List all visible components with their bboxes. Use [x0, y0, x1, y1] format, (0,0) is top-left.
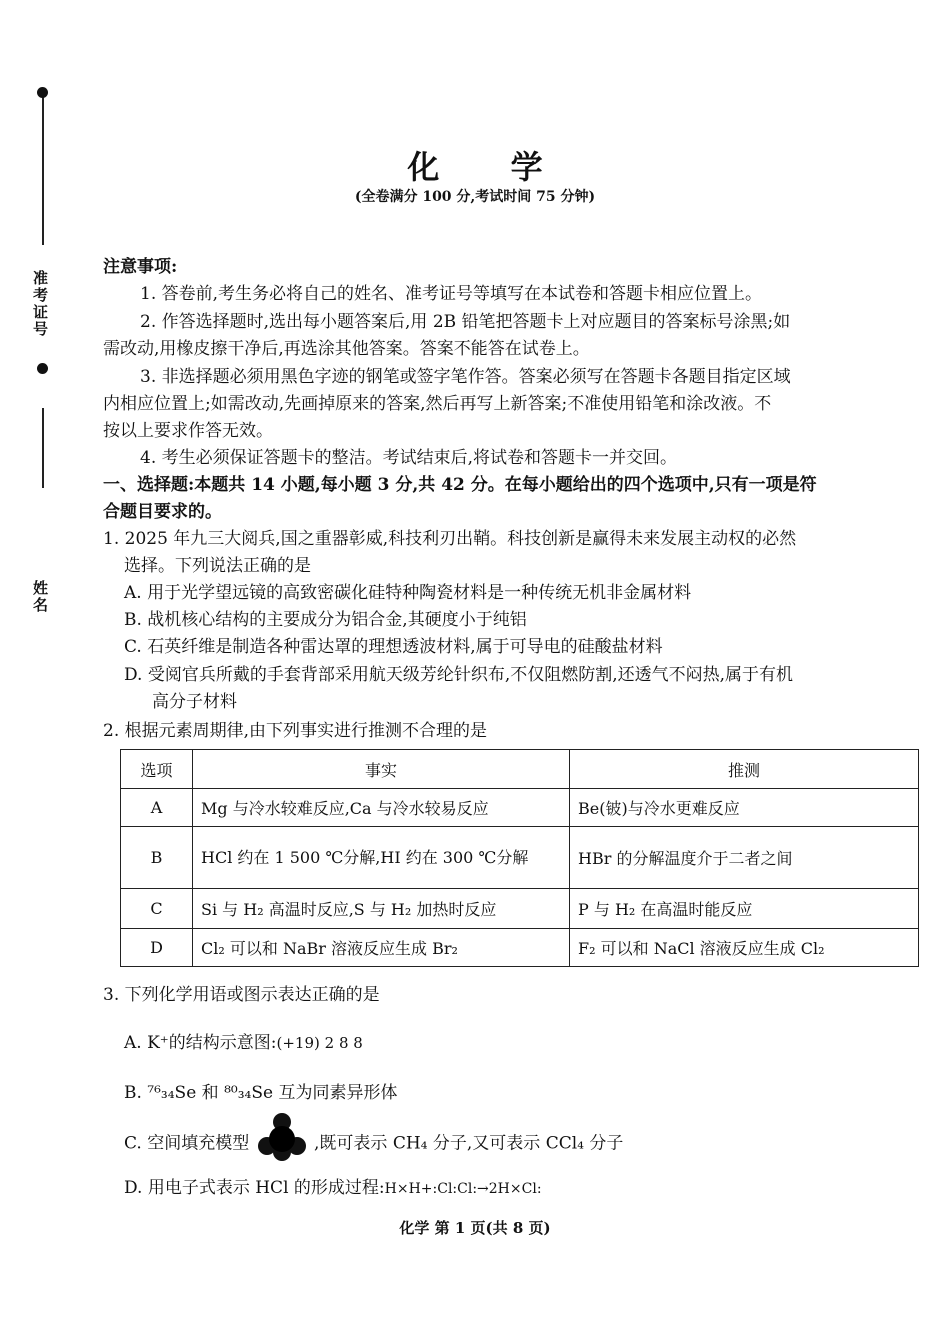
table-header: 选项	[121, 750, 193, 789]
table-cell-fact: Si 与 H₂ 高温时反应,S 与 H₂ 加热时反应	[193, 889, 570, 929]
table-cell-guess: P 与 H₂ 在高温时能反应	[570, 889, 919, 929]
section-heading: 一、选择题:本题共 14 小题,每小题 3 分,共 42 分。在每小题给出的四个选项中,只有一项是符	[103, 475, 817, 495]
q1-option-d-cont: 高分子材料	[152, 692, 237, 712]
page-footer: 化学 第 1 页(共 8 页)	[399, 1219, 551, 1237]
q2-table	[120, 749, 919, 967]
hcl-electron-formula: H×H+:Cl:Cl:→2H×Cl:	[384, 1181, 542, 1197]
section-heading-cont: 合题目要求的。	[103, 502, 222, 522]
table-row	[121, 929, 919, 967]
q3-option-c-text-cont: ,既可表示 CH₄ 分子,又可表示 CCl₄ 分子	[314, 1133, 624, 1154]
notice-line: 需改动,用橡皮擦干净后,再选涂其他答案。答案不能答在试卷上。	[103, 339, 590, 359]
q1-option-c: C. 石英纤维是制造各种雷达罩的理想透波材料,属于可导电的硅酸盐材料	[124, 637, 663, 657]
k-ion-structure-diagram: (+19) 2 8 8	[276, 1034, 363, 1052]
binding-line-middle	[42, 408, 44, 488]
table-cell-fact: Mg 与冷水较难反应,Ca 与冷水较易反应	[193, 789, 570, 827]
table-row	[121, 827, 919, 889]
notice-line: 2. 作答选择题时,选出每小题答案后,用 2B 铅笔把答题卡上对应题目的答案标号涂黑;如	[140, 312, 791, 332]
notice-line: 1. 答卷前,考生务必将自己的姓名、准考证号等填写在本试卷和答题卡相应位置上。	[140, 284, 763, 304]
binding-dot-top	[37, 87, 48, 98]
table-cell-guess: HBr 的分解温度介于二者之间	[570, 827, 919, 889]
table-row	[121, 789, 919, 827]
notice-line: 4. 考生必须保证答题卡的整洁。考试结束后,将试卷和答题卡一并交回。	[140, 448, 678, 468]
q1-option-a: A. 用于光学望远镜的高致密碳化硅特种陶瓷材料是一种传统无机非金属材料	[124, 583, 692, 603]
q1-option-b: B. 战机核心结构的主要成分为铝合金,其硬度小于纯铝	[124, 610, 527, 630]
table-header: 事实	[193, 750, 570, 789]
page-title: 化 学	[407, 148, 573, 186]
exam-subtitle: (全卷满分 100 分,考试时间 75 分钟)	[354, 189, 596, 205]
name-label: 姓名	[31, 580, 49, 614]
table-header: 推测	[570, 750, 919, 789]
table-cell-option: C	[121, 889, 193, 929]
space-filling-model-icon	[257, 1112, 307, 1162]
q3-stem: 3. 下列化学用语或图示表达正确的是	[103, 985, 380, 1005]
q3-option-d	[124, 1175, 542, 1202]
table-cell-option: A	[121, 789, 193, 827]
q2-stem: 2. 根据元素周期律,由下列事实进行推测不合理的是	[103, 721, 488, 741]
notice-line: 3. 非选择题必须用黑色字迹的钢笔或签字笔作答。答案必须写在答题卡各题目指定区域	[140, 367, 791, 387]
notice-line: 内相应位置上;如需改动,先画掉原来的答案,然后再写上新答案;不准使用铅笔和涂改液。不	[103, 394, 772, 414]
notice-heading: 注意事项:	[103, 257, 178, 277]
table-cell-guess: Be(铍)与冷水更难反应	[570, 789, 919, 827]
table-cell-option: D	[121, 929, 193, 967]
table-cell-fact: HCl 约在 1 500 ℃分解,HI 约在 300 ℃分解	[193, 827, 570, 889]
table-header-row	[121, 750, 919, 789]
q3-option-b: B. ⁷⁶₃₄Se 和 ⁸⁰₃₄Se 互为同素异形体	[124, 1083, 398, 1103]
q1-option-d: D. 受阅官兵所戴的手套背部采用航天级芳纶针织布,不仅阻燃防割,还透气不闷热,属于有机	[124, 665, 794, 685]
q1-stem: 1. 2025 年九三大阅兵,国之重器彰威,科技利刃出鞘。科技创新是赢得未来发展主动权的必然	[103, 529, 797, 549]
q1-stem-cont: 选择。下列说法正确的是	[124, 556, 311, 576]
q3-option-c	[124, 1126, 623, 1162]
table-row	[121, 889, 919, 929]
table-cell-option: B	[121, 827, 193, 889]
q3-option-d-text: D. 用电子式表示 HCl 的形成过程:	[124, 1178, 385, 1198]
notice-line: 按以上要求作答无效。	[103, 421, 273, 441]
q3-option-a	[124, 1030, 363, 1056]
q3-option-c-text: C. 空间填充模型	[124, 1133, 250, 1154]
q3-option-a-text: A. K⁺的结构示意图:	[124, 1033, 277, 1053]
table-cell-fact: Cl₂ 可以和 NaBr 溶液反应生成 Br₂	[193, 929, 570, 967]
table-cell-guess: F₂ 可以和 NaCl 溶液反应生成 Cl₂	[570, 929, 919, 967]
exam-id-label: 准考证号	[31, 270, 49, 338]
binding-dot-middle	[37, 363, 48, 374]
